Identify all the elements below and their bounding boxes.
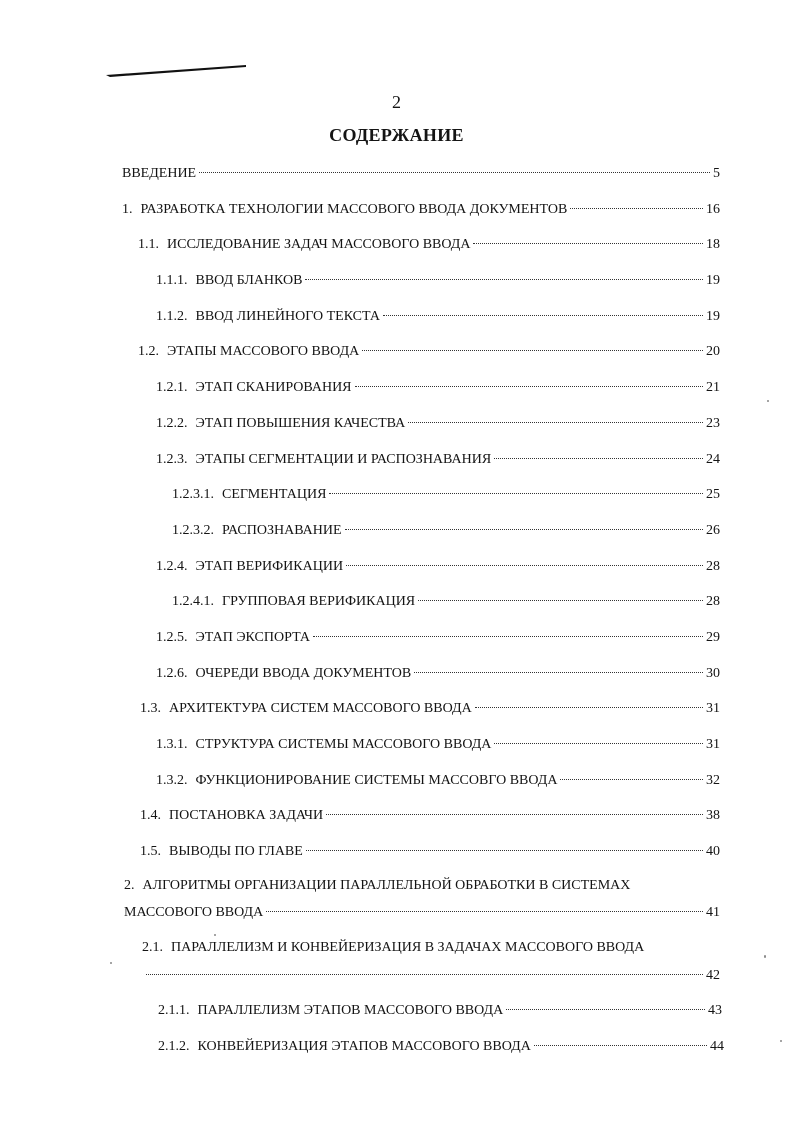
toc-entry-number: 2. (124, 878, 135, 893)
toc-entry-number: 1.2.4.1. (172, 594, 214, 609)
dot-leader (199, 172, 710, 173)
toc-entry (158, 1037, 724, 1057)
toc-entry-title: ПАРАЛЛЕЛИЗМ И КОНВЕЙЕРИЗАЦИЯ В ЗАДАЧАХ МАССОВОГО ВВОДА (171, 940, 645, 955)
toc-title: СОДЕРЖАНИЕ (329, 125, 464, 145)
toc-entry-number: 2.1.1. (158, 1003, 190, 1018)
toc-entry (138, 342, 720, 362)
toc-entry (138, 235, 720, 255)
toc-entry-title: ЭТАП ВЕРИФИКАЦИИ (195, 559, 344, 574)
toc-entry-page: 23 (706, 416, 720, 431)
toc-entry-title: РАСПОЗНАВАНИЕ (222, 523, 342, 538)
toc-entry-page: 40 (706, 844, 720, 859)
toc-entry-number: 1.1.2. (156, 309, 188, 324)
toc-entry-page: 31 (706, 737, 720, 752)
toc-entry-page: 19 (706, 273, 720, 288)
toc-entry-title: ВВОД ЛИНЕЙНОГО ТЕКСТА (195, 309, 380, 324)
dot-leader (418, 600, 703, 601)
toc-entry (156, 378, 720, 398)
toc-entry-number: 1.2.3. (156, 452, 188, 467)
dot-leader (408, 422, 703, 423)
dot-leader (534, 1045, 707, 1046)
toc-entry-page: 41 (706, 905, 720, 920)
dot-leader (345, 529, 703, 530)
toc-entry (122, 200, 720, 220)
toc-entry-title: ВВЕДЕНИЕ (122, 166, 197, 181)
toc-entry-number: 1.2.4. (156, 559, 188, 574)
toc-entry-number: 2.1.2. (158, 1039, 190, 1054)
toc-entry-number: 1.5. (140, 844, 161, 859)
toc-entry-title-cont: МАССОВОГО ВВОДА (124, 905, 264, 920)
toc-entry-page: 5 (713, 166, 720, 181)
scan-speck (767, 400, 769, 402)
toc-entry (156, 664, 720, 684)
scan-speck (764, 955, 766, 958)
toc-entry-page: 28 (706, 594, 720, 609)
toc-entry-page: 20 (706, 344, 720, 359)
toc-entry-page: 29 (706, 630, 720, 645)
toc-entry-page: 44 (710, 1039, 724, 1054)
dot-leader (305, 279, 703, 280)
toc-entry-title: ЭТАП ЭКСПОРТА (195, 630, 311, 645)
toc-entry-number: 1.1.1. (156, 273, 188, 288)
toc-entry-number: 1.3. (140, 701, 161, 716)
toc-entry (172, 521, 720, 541)
toc-entry-title: ЭТАПЫ МАССОВОГО ВВОДА (167, 344, 360, 359)
toc-entry-page: 21 (706, 380, 720, 395)
toc-entry (156, 307, 720, 327)
toc-entry-page: 24 (706, 452, 720, 467)
dot-leader (473, 243, 703, 244)
toc-entry-number: 1.3.2. (156, 773, 188, 788)
dot-leader (506, 1009, 705, 1010)
dot-leader (329, 493, 703, 494)
toc-entry-continuation (142, 966, 720, 986)
toc-entry (140, 806, 720, 826)
toc-entry-number: 1.1. (138, 237, 159, 252)
toc-entry-title: ЭТАПЫ СЕГМЕНТАЦИИ И РАСПОЗНАВАНИЯ (195, 452, 492, 467)
toc-entry-page: 26 (706, 523, 720, 538)
toc-entry-title: ИССЛЕДОВАНИЕ ЗАДАЧ МАССОВОГО ВВОДА (167, 237, 471, 252)
scan-speck (780, 1040, 782, 1042)
toc-entry-page: 28 (706, 559, 720, 574)
toc-entry-title: ВВОД БЛАНКОВ (195, 273, 303, 288)
toc-entry-number: 1.2. (138, 344, 159, 359)
toc-entry-introduction (122, 164, 720, 184)
toc-entry-title: ЭТАП СКАНИРОВАНИЯ (195, 380, 352, 395)
dot-leader (570, 208, 703, 209)
toc-entry-number: 2.1. (142, 940, 163, 955)
toc-entry-title: СЕГМЕНТАЦИЯ (222, 487, 327, 502)
toc-entry (156, 771, 720, 791)
toc-entry-page: 32 (706, 773, 720, 788)
dot-leader (313, 636, 703, 637)
toc-entry-number: 1.2.5. (156, 630, 188, 645)
scan-speck (214, 934, 216, 936)
dot-leader (355, 386, 703, 387)
toc-entry (140, 699, 720, 719)
toc-entry-page: 43 (708, 1003, 722, 1018)
toc-entry-number: 1.2.6. (156, 666, 188, 681)
toc-entry-page: 31 (706, 701, 720, 716)
toc-entry-page: 38 (706, 808, 720, 823)
toc-entry-first-line (124, 876, 630, 896)
toc-entry (140, 842, 720, 862)
toc-entry-title: ЭТАП ПОВЫШЕНИЯ КАЧЕСТВА (195, 416, 406, 431)
toc-entry-title: ПОСТАНОВКА ЗАДАЧИ (169, 808, 324, 823)
toc-entry (156, 557, 720, 577)
toc-entry (158, 1001, 722, 1021)
dot-leader (494, 743, 703, 744)
dot-leader (414, 672, 703, 673)
dot-leader (494, 458, 703, 459)
toc-entry-page: 30 (706, 666, 720, 681)
toc-entry (156, 414, 720, 434)
dot-leader (383, 315, 703, 316)
toc-entry-page: 16 (706, 202, 720, 217)
dot-leader (306, 850, 703, 851)
toc-entry-number: 1.2.1. (156, 380, 188, 395)
toc-entry-page: 18 (706, 237, 720, 252)
toc-entry-number: 1.2.2. (156, 416, 188, 431)
toc-entry (156, 271, 720, 291)
toc-entry-title: ФУНКЦИОНИРОВАНИЕ СИСТЕМЫ МАССОВГО ВВОДА (195, 773, 558, 788)
toc-entry-number: 1.2.3.2. (172, 523, 214, 538)
toc-entry-number: 1. (122, 202, 133, 217)
toc-entry-number: 1.3.1. (156, 737, 188, 752)
toc-entry-continuation (124, 903, 720, 923)
toc-entry-number: 1.4. (140, 808, 161, 823)
dot-leader (362, 350, 703, 351)
toc-entry-number: 1.2.3.1. (172, 487, 214, 502)
toc-entry-title: ПАРАЛЛЕЛИЗМ ЭТАПОВ МАССОВОГО ВВОДА (197, 1003, 504, 1018)
toc-entry-title: ГРУППОВАЯ ВЕРИФИКАЦИЯ (222, 594, 416, 609)
page-number: 2 (392, 92, 401, 112)
toc-entry (172, 592, 720, 612)
toc-entry-title: АРХИТЕКТУРА СИСТЕМ МАССОВОГО ВВОДА (169, 701, 472, 716)
dot-leader (326, 814, 703, 815)
dot-leader (560, 779, 703, 780)
toc-entry-page: 42 (706, 968, 720, 983)
toc-entry-title: ОЧЕРЕДИ ВВОДА ДОКУМЕНТОВ (195, 666, 412, 681)
toc-entry (156, 735, 720, 755)
toc-entry-title: СТРУКТУРА СИСТЕМЫ МАССОВОГО ВВОДА (195, 737, 492, 752)
toc-entry-title: АЛГОРИТМЫ ОРГАНИЗАЦИИ ПАРАЛЛЕЛЬНОЙ ОБРАБОТКИ В СИСТЕМАХ (142, 878, 631, 893)
dot-leader (146, 974, 703, 975)
toc-entry (156, 450, 720, 470)
dot-leader (346, 565, 703, 566)
toc-entry-title: КОНВЕЙЕРИЗАЦИЯ ЭТАПОВ МАССОВОГО ВВОДА (197, 1039, 531, 1054)
toc-entry-page: 19 (706, 309, 720, 324)
toc-entry-first-line (142, 938, 644, 958)
dot-leader (475, 707, 703, 708)
scan-speck (110, 962, 112, 964)
toc-entry (172, 485, 720, 505)
toc-entry-title: РАЗРАБОТКА ТЕХНОЛОГИИ МАССОВОГО ВВОДА ДОКУМЕНТОВ (140, 202, 568, 217)
toc-entry-title: ВЫВОДЫ ПО ГЛАВЕ (169, 844, 303, 859)
toc-entry (156, 628, 720, 648)
dot-leader (266, 911, 703, 912)
toc-entry-page: 25 (706, 487, 720, 502)
